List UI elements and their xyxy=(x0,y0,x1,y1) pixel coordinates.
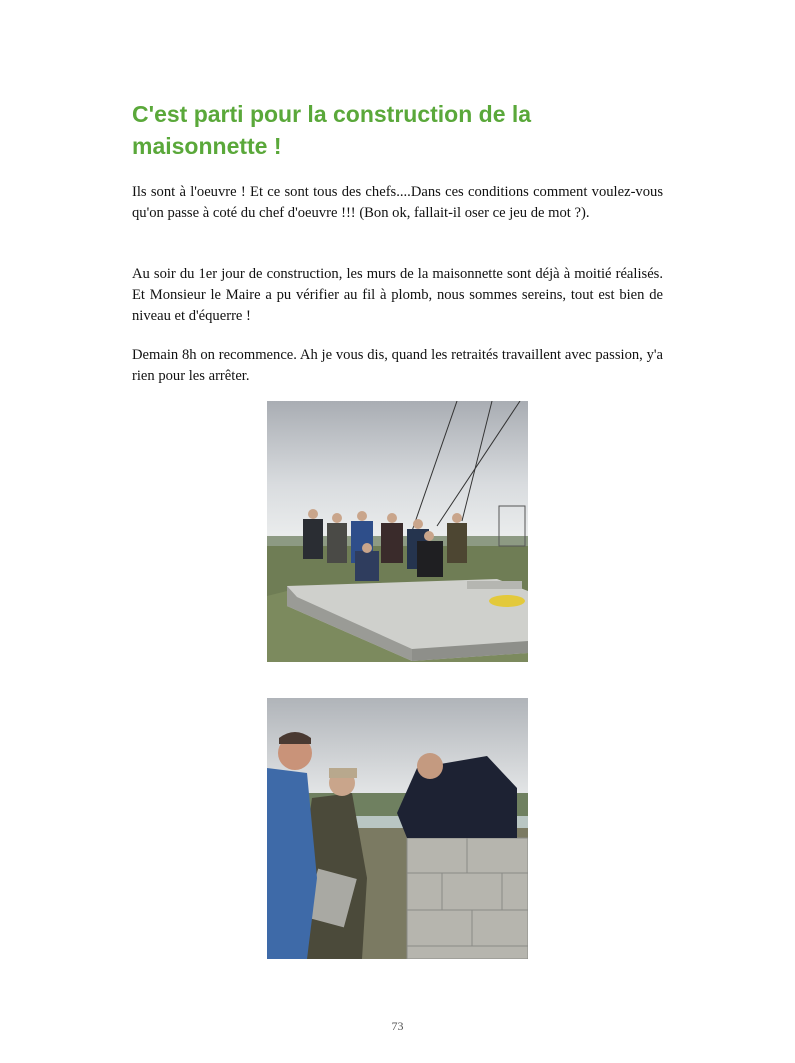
paragraph-tomorrow: Demain 8h on recommence. Ah je vous dis, quand les retraités travaillent avec passion, y'a rien pour les arrêter. xyxy=(132,347,663,384)
page-number: 73 xyxy=(391,1019,404,1033)
block-laying-photo xyxy=(267,698,528,959)
page-title: C'est parti pour la construction de la maisonnette ! xyxy=(132,101,532,159)
group-photo xyxy=(267,401,528,662)
paragraph-intro: Ils sont à l'oeuvre ! Et ce sont tous des chefs....Dans ces conditions comment voulez-vous qu'on passe à coté du chef d'oeuvre !!! (Bon ok, fallait-il oser ce jeu de mot ?). xyxy=(132,184,663,221)
paragraph-first-day: Au soir du 1er jour de construction, les murs de la maisonnette sont déjà à moitié réalisés. Et Monsieur le Maire a pu vérifier au fil à plomb, nous sommes sereins, tout est bien de niveau et d'équerre ! xyxy=(132,266,663,324)
